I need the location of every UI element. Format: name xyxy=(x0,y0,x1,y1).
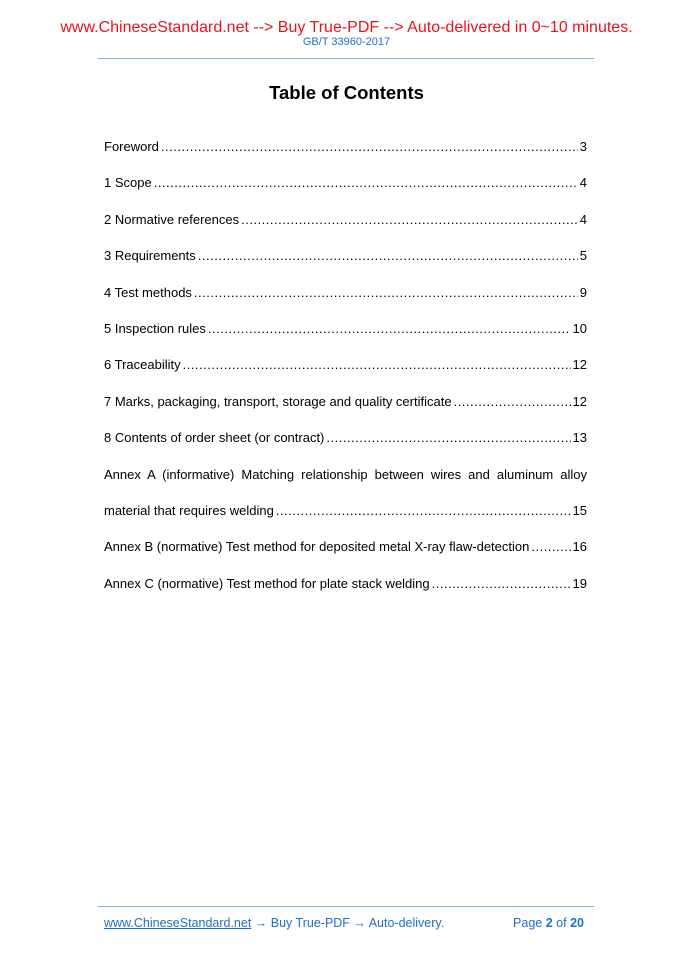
toc-entry-foreword[interactable] xyxy=(104,139,587,175)
toc-label: 6 Traceability xyxy=(104,357,181,373)
toc-label: 7 Marks, packaging, transport, storage and quality certificate xyxy=(104,393,452,409)
toc-page: 12 xyxy=(572,357,587,373)
page-total: 20 xyxy=(570,916,584,930)
toc-leader xyxy=(194,285,578,300)
toc-page: 16 xyxy=(572,539,587,555)
toc-label: Annex C (normative) Test method for plate stack welding xyxy=(104,575,430,591)
page-footer xyxy=(104,916,584,930)
toc-entry-marks-packaging[interactable] xyxy=(104,394,587,430)
toc-page: 9 xyxy=(579,284,587,300)
page-title: Table of Contents xyxy=(269,82,424,103)
footer-link[interactable]: www.ChineseStandard.net xyxy=(104,916,252,930)
toc-leader xyxy=(326,430,570,445)
toc-entry-annex-a-continued[interactable] xyxy=(104,503,587,539)
footer-divider xyxy=(98,906,594,907)
footer-text: → Buy True-PDF → Auto-delivery. xyxy=(251,916,445,930)
toc-leader xyxy=(208,321,571,336)
page-number xyxy=(513,916,584,930)
toc-label: 4 Test methods xyxy=(104,284,192,300)
toc-page: 19 xyxy=(572,575,587,591)
toc-label: 5 Inspection rules xyxy=(104,320,206,336)
toc-page: 10 xyxy=(572,320,587,336)
toc-label: 3 Requirements xyxy=(104,248,196,264)
toc-leader xyxy=(432,576,571,591)
toc-label: 1 Scope xyxy=(104,175,152,191)
toc-leader xyxy=(531,539,570,554)
toc-page: 13 xyxy=(572,430,587,446)
toc-entry-inspection-rules[interactable] xyxy=(104,321,587,357)
table-of-contents xyxy=(104,139,587,612)
toc-label: 8 Contents of order sheet (or contract) xyxy=(104,430,325,446)
toc-leader xyxy=(183,357,571,372)
toc-entry-scope[interactable] xyxy=(104,175,587,211)
toc-entry-annex-a[interactable] xyxy=(104,467,587,503)
toc-leader xyxy=(241,212,578,227)
toc-label: Annex A (informative) Matching relationship between wires and aluminum alloy xyxy=(104,466,587,482)
toc-leader xyxy=(276,503,571,518)
toc-entry-normative-references[interactable] xyxy=(104,212,587,248)
toc-leader xyxy=(198,248,578,263)
toc-page: 15 xyxy=(572,502,587,518)
toc-label: material that requires welding xyxy=(104,502,274,518)
page-prefix: Page xyxy=(513,916,543,930)
toc-entry-test-methods[interactable] xyxy=(104,285,587,321)
footer-promo xyxy=(104,916,444,930)
toc-label: Annex B (normative) Test method for deposited metal X-ray flaw-detection xyxy=(104,539,530,555)
toc-page: 4 xyxy=(579,211,587,227)
toc-page: 12 xyxy=(572,393,587,409)
document-id: GB/T 33960-2017 xyxy=(302,36,391,48)
page-current: 2 xyxy=(545,916,553,930)
toc-page: 3 xyxy=(579,139,587,154)
header-divider xyxy=(98,58,594,59)
page-of: of xyxy=(556,916,567,930)
toc-page: 5 xyxy=(579,248,587,264)
toc-entry-annex-c[interactable] xyxy=(104,576,587,612)
toc-entry-traceability[interactable] xyxy=(104,357,587,393)
promo-banner[interactable]: www.ChineseStandard.net --> Buy True-PDF --> Auto-delivered in 0~10 minutes. xyxy=(60,19,633,36)
toc-leader xyxy=(154,175,578,190)
toc-entry-order-sheet[interactable] xyxy=(104,430,587,466)
toc-label: 2 Normative references xyxy=(104,211,240,227)
toc-entry-requirements[interactable] xyxy=(104,248,587,284)
toc-entry-annex-b[interactable] xyxy=(104,539,587,575)
toc-label: Foreword xyxy=(104,139,159,154)
toc-leader xyxy=(454,394,571,409)
toc-page: 4 xyxy=(579,175,587,191)
toc-leader xyxy=(161,139,578,154)
